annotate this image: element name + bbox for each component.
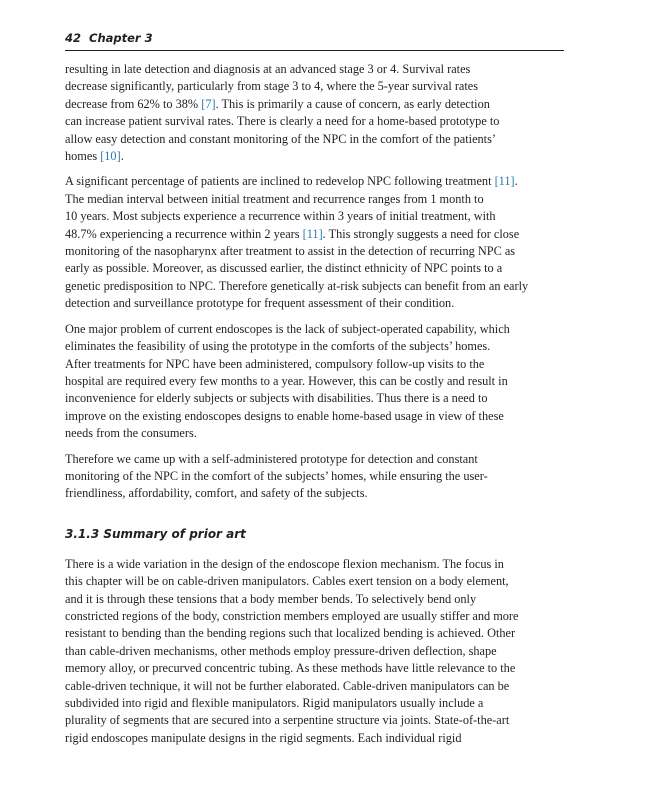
running-head [65,30,565,46]
text-line: decrease significantly, particularly from stage 3 to 4, where the 5-year survival rates [65,79,479,94]
paragraph-1 [65,61,575,165]
text-line: improve on the existing endoscopes designs to enable home-based usage in view of these [65,408,504,423]
text-line: plurality of segments that are secured into a serpentine structure via joints. State-of-the-art [65,713,510,728]
paragraph-2 [65,173,575,312]
text-line: rigid endoscopes manipulate designs in the rigid segments. Each individual rigid [65,730,462,745]
text-line: can increase patient survival rates. There is clearly a need for a home-based prototype to [65,114,500,129]
text-line: A significant percentage of patients are inclined to redevelop NPC following treatment [11]. [65,174,518,189]
text-line: monitoring of the nasopharynx after treatment to assist in the detection of recurring NPC as [65,244,516,259]
text-line: resulting in late detection and diagnosis at an advanced stage 3 or 4. Survival rates [65,62,471,76]
section-paragraph [65,556,575,747]
text-line: homes [10]. [65,149,124,164]
text-line: and it is through these tensions that a body member bends. To selectively bend only [65,591,477,606]
text-line: subdivided into rigid and flexible manipulators. Rigid manipulators usually include a [65,696,484,710]
text-line: eliminates the feasibility of using the prototype in the comforts of the subjects’ homes. [65,339,491,354]
text-line: Therefore we came up with a self-administered prototype for detection and constant [65,451,478,466]
citation-link[interactable]: [11] [494,174,515,189]
text-line: inconvenience for elderly subjects or subjects with disabilities. Thus there is a need to [65,391,488,406]
text-line: 48.7% experiencing a recurrence within 2 years [11]. This strongly suggests a need for close [65,226,520,241]
text-line: 10 years. Most subjects experience a recurrence within 3 years of initial treatment, with [65,209,496,224]
text-line: than cable-driven mechanisms, other methods employ pressure-driven deflection, shape [65,643,497,658]
text-line: One major problem of current endoscopes is the lack of subject-operated capability, which [65,321,510,336]
citation-link[interactable]: [11] [302,226,323,241]
text-line: this chapter will be on cable-driven manipulators. Cables exert tension on a body element, [65,574,509,589]
text-line: After treatments for NPC have been administered, compulsory follow-up visits to the [65,356,485,371]
paragraph-3 [65,321,575,443]
text-line: decrease from 62% to 38% [7]. This is primarily a cause of concern, as early detection [65,96,490,111]
text-line: The median interval between initial treatment and recurrence ranges from 1 month to [65,191,484,206]
text-line: needs from the consumers. [65,426,197,441]
paragraph-4 [65,451,575,503]
text-line: genetic predisposition to NPC. Therefore genetically at-risk subjects can benefit from an early [65,278,529,293]
text-line: early as possible. Moreover, as discussed earlier, the distinct ethnicity of NPC points to a [65,261,503,276]
text-line: There is a wide variation in the design of the endoscope flexion mechanism. The focus in [65,556,504,571]
body-text [65,61,575,747]
section-heading: 3.1.3 Summary of prior art [65,526,246,541]
text-line: hospital are required every few months to a year. However, this can be costly and result in [65,373,508,388]
text-line: allow easy detection and constant monitoring of the NPC in the comfort of the patients’ [65,131,496,146]
text-line: resistant to bending than the bending regions such that localized bending is achieved. Other [65,626,516,641]
chapter-title: Chapter 3 [89,31,153,45]
text-line: cable-driven technique, it will not be further elaborated. Cable-driven manipulators can be [65,678,510,693]
text-line: constricted regions of the body, constriction members employed are usually stiffer and more [65,608,519,623]
text-line: memory alloy, or precurved concentric tubing. As these methods have little relevance to the [65,661,516,676]
citation-link[interactable]: [10] [100,149,121,164]
header-rule [65,50,564,51]
text-line: monitoring of the NPC in the comfort of the subjects’ homes, while ensuring the user- [65,468,488,483]
page-number: 42 [65,31,82,45]
text-line: friendliness, affordability, comfort, and safety of the subjects. [65,486,368,501]
text-line: detection and surveillance prototype for frequent assessment of their condition. [65,296,455,311]
citation-link[interactable]: [7] [201,96,216,111]
